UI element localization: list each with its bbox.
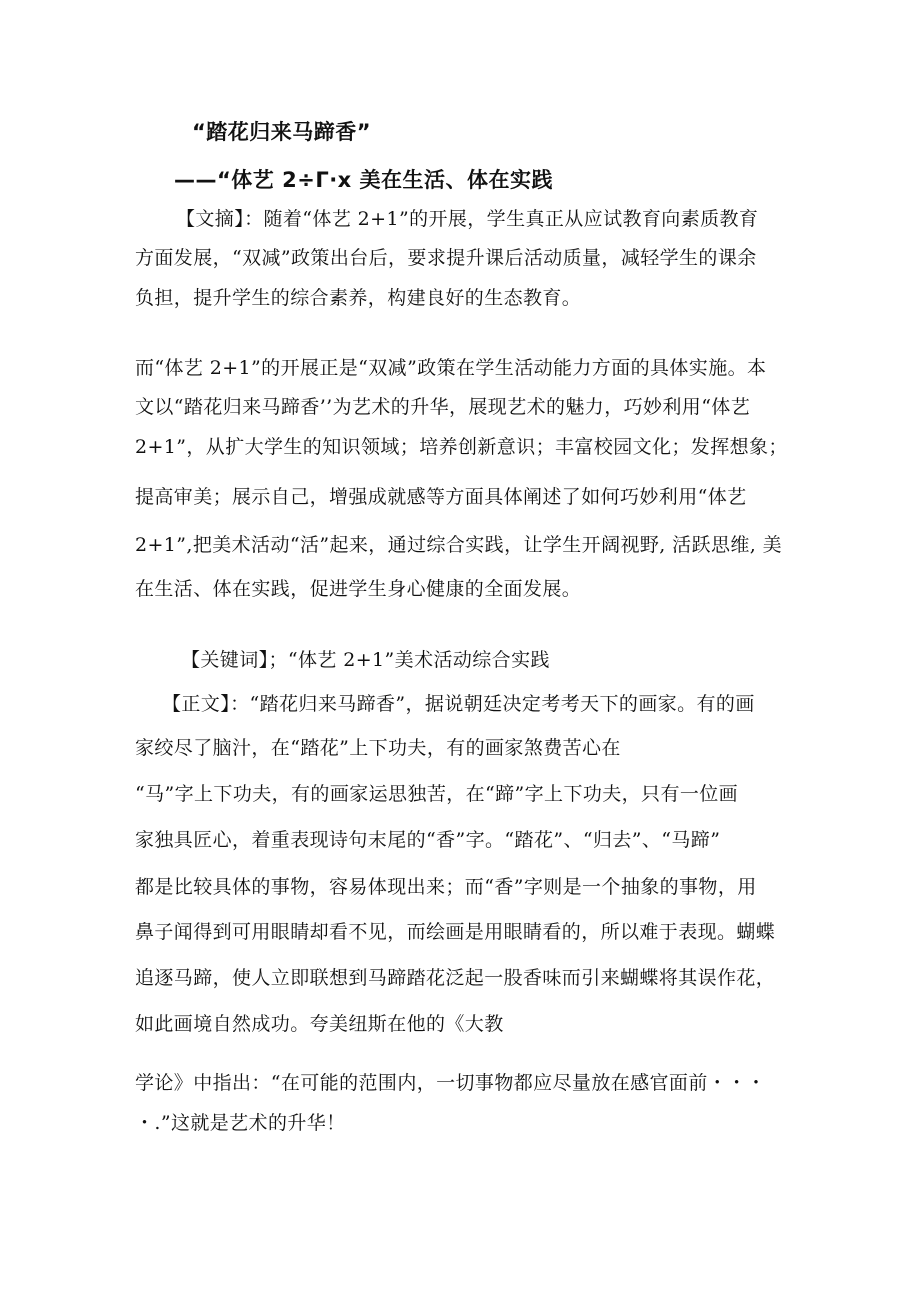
abstract-line: 负担，提升学生的综合素养，构建良好的生态教育。 [135,287,582,309]
abstract-line: 方面发展，“双减”政策出台后，要求提升课后活动质量，减轻学生的课余 [135,247,757,269]
paragraph-line: 2+1”,把美术活动“活”起来，通过综合实践，让学生开阔视野, 活跃思维, 美 [135,534,783,556]
paragraph-line: 2+1”，从扩大学生的知识领域；培养创新意识；丰富校园文化；发挥想象； [135,436,788,458]
document-title: “踏花归来马蹄香” [192,120,372,144]
paragraph-line: 在生活、体在实践，促进学生身心健康的全面发展。 [135,578,582,600]
body-line: “马”字上下功夫，有的画家运思独苦，在“蹄”字上下功夫，只有一位画 [135,783,739,805]
body-line: ・.”这就是艺术的升华！ [135,1112,346,1134]
body-line: 追逐马蹄，使人立即联想到马蹄踏花泛起一股香味而引来蝴蝶将其误作花， [135,967,776,989]
document-subtitle: ——“体艺 2÷Γ·x 美在生活、体在实践 [174,168,554,192]
body-line: 【正文】：“踏花归来马蹄香”，据说朝廷决定考考天下的画家。有的画 [162,693,755,715]
body-line: 学论》中指出：“在可能的范围内，一切事物都应尽量放在感官面前・・・ [135,1072,766,1094]
paragraph-line: 而“体艺 2+1”的开展正是“双减”政策在学生活动能力方面的具体实施。本 [135,357,767,379]
body-line: 都是比较具体的事物，容易体现出来；而“香”字则是一个抽象的事物，用 [135,876,757,898]
paragraph-line: 提高审美；展示自己，增强成就感等方面具体阐述了如何巧妙利用“体艺 [135,486,747,508]
keywords: 【关键词】；“体艺 2+1”美术活动综合实践 [181,649,550,671]
body-line: 家绞尽了脑汁，在“踏花”上下功夫，有的画家煞费苦心在 [135,737,621,759]
body-line: 鼻子闻得到可用眼睛却看不见，而绘画是用眼睛看的，所以难于表现。蝴蝶 [135,921,776,943]
body-line: 如此画境自然成功。夸美纽斯在他的《大教 [135,1013,504,1035]
body-line: 家独具匠心，着重表现诗句末尾的“香”字。“踏花”、“归去”、“马蹄” [135,829,721,851]
abstract-line: 【文摘】：随着“体艺 2+1”的开展，学生真正从应试教育向素质教育 [176,208,759,230]
paragraph-line: 文以“踏花归来马蹄香’’为艺术的升华，展现艺术的魅力，巧妙利用“体艺 [135,396,751,418]
